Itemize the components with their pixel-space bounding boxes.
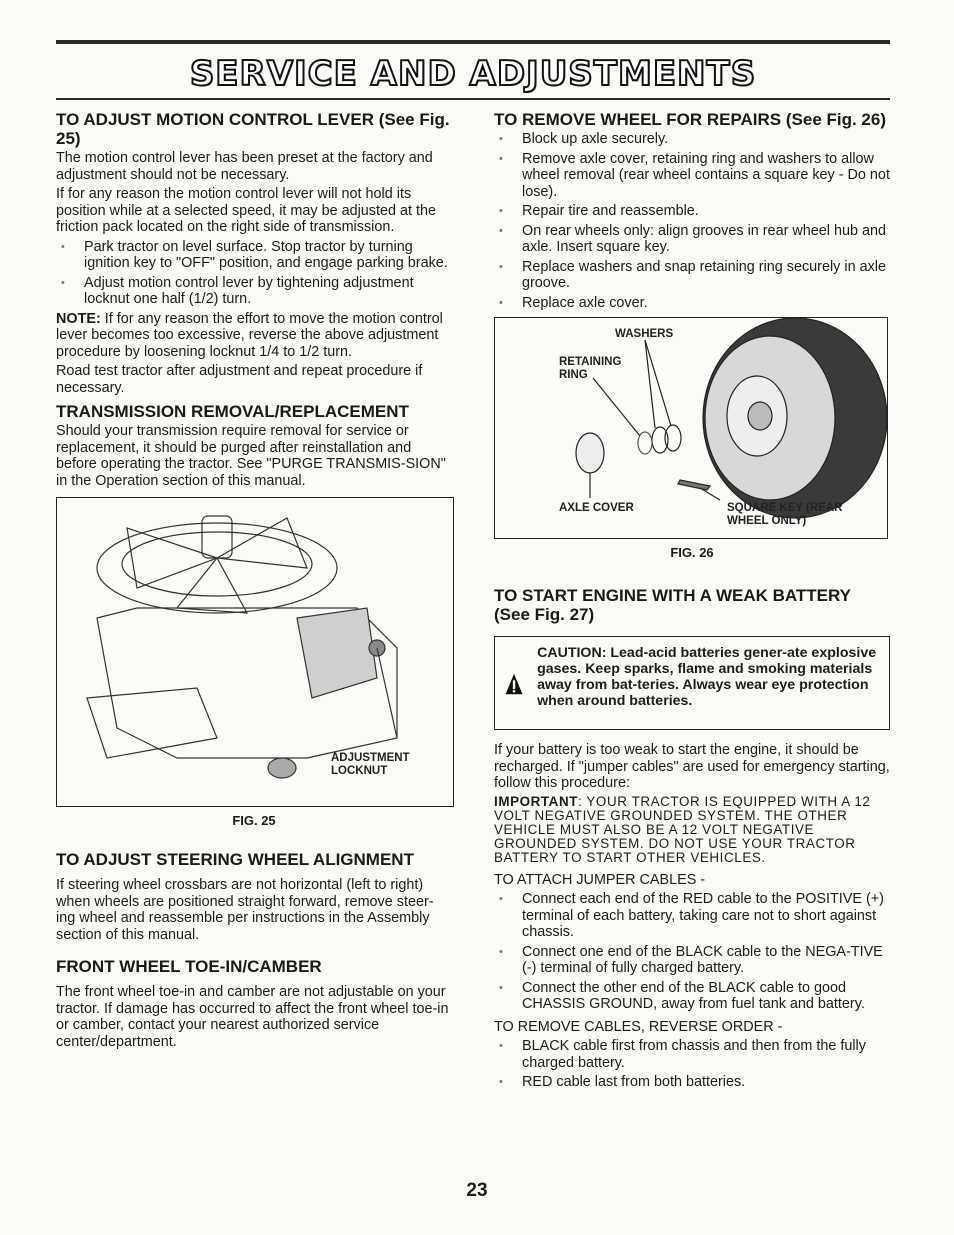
steering-section xyxy=(56,850,452,943)
motion-p2: If for any reason the motion control lever will not hold its position while at a selected speed, it may be adjusted at the friction pack located on the right side of transmission. xyxy=(56,186,436,235)
list-item: • BLACK cable first from chassis and then from the fully charged battery. xyxy=(494,1038,890,1071)
axle-housing xyxy=(87,688,217,758)
note-text: If for any reason the effort to move the motion control lever becomes too excessive, reverse the above adjustment procedure by loosening locknut 1/4 to 1/2 turn. xyxy=(56,310,443,360)
battery-p1: If your battery is too weak to start the engine, it should be recharged. If "jumper cables" are used for emergency starting, follow this procedure: xyxy=(494,742,890,791)
steering-heading: TO ADJUST STEERING WHEEL ALIGNMENT xyxy=(56,850,414,869)
list-item: • Replace axle cover. xyxy=(494,295,890,312)
list-item: • Connect one end of the BLACK cable to the NEGA-TIVE (-) terminal of fully charged battery. xyxy=(494,944,890,977)
motion-p1: The motion control lever has been preset at the factory and adjustment should not be necessary. xyxy=(56,150,433,183)
list-item: • Remove axle cover, retaining ring and washers to allow wheel removal (rear wheel contains a square key - Do not lose). xyxy=(494,151,890,201)
caution-box xyxy=(494,636,890,730)
list-item: • Block up axle securely. xyxy=(494,131,890,148)
list-item: • On rear wheels only: align grooves in rear wheel hub and axle. Insert square key. xyxy=(494,223,890,256)
list-item: • Replace washers and snap retaining ring securely in axle groove. xyxy=(494,259,890,292)
pulley-inner xyxy=(122,532,312,596)
left-column xyxy=(56,110,452,1053)
warning-icon xyxy=(505,645,523,723)
fig25-adjustment-locknut-label: ADJUSTMENT LOCKNUT xyxy=(331,752,410,777)
top-rule xyxy=(56,40,890,44)
list-item: • Adjust motion control lever by tightening adjustment locknut one half (1/2) turn. xyxy=(56,275,452,308)
fig26-caption: FIG. 26 xyxy=(670,545,714,560)
list-item: • RED cable last from both batteries. xyxy=(494,1074,890,1091)
fan-blade-2 xyxy=(217,518,307,568)
fig26-washers-label: WASHERS xyxy=(615,328,674,340)
washers-leader-1 xyxy=(645,340,655,428)
list-item: • Park tractor on level surface. Stop tractor by turning ignition key to "OFF" position, and engage parking brake. xyxy=(56,239,452,272)
remove-wheel-section xyxy=(494,110,890,311)
list-item: • Repair tire and reassemble. xyxy=(494,203,890,220)
axle-cover-shape xyxy=(576,433,604,473)
remove-wheel-steps xyxy=(494,131,890,311)
right-column xyxy=(494,110,890,1094)
fig26-square-key-label: SQUARE KEY (REAR WHEEL ONLY) xyxy=(727,502,843,527)
important-text: : YOUR TRACTOR IS EQUIPPED WITH A 12 VOLT NEGATIVE GROUNDED SYSTEM. THE OTHER VEHICLE MUST ALSO BE A 12 VOLT NEGATIVE GROUNDED SYSTEM. DO NOT USE YOUR TRACTOR BATTERY TO START OTHER VEHICLES. xyxy=(494,793,871,866)
square-key-leader xyxy=(700,488,720,500)
fig26-frame xyxy=(494,317,888,539)
motion-control-section xyxy=(56,110,452,396)
leader-line xyxy=(377,648,397,738)
fig26-retaining-ring-label: RETAINING RING xyxy=(559,356,622,381)
figure-25 xyxy=(56,497,452,828)
note-label: NOTE: xyxy=(56,310,101,327)
remove-wheel-heading: TO REMOVE WHEEL FOR REPAIRS (See Fig. 26) xyxy=(494,110,887,129)
remove-steps xyxy=(494,1038,890,1091)
hub-center xyxy=(748,402,772,430)
fig25-caption: FIG. 25 xyxy=(232,813,276,828)
transmission-section xyxy=(56,402,452,489)
list-item: • Connect each end of the RED cable to the POSITIVE (+) terminal of each battery, taking care not to short against chassis. xyxy=(494,891,890,941)
pulley xyxy=(97,523,337,613)
list-item: • Connect the other end of the BLACK cable to good CHASSIS GROUND, away from fuel tank and battery. xyxy=(494,980,890,1013)
page-number: 23 xyxy=(466,1180,488,1201)
fig26-axle-cover-label: AXLE COVER xyxy=(559,502,634,514)
motion-note xyxy=(56,311,452,361)
motion-heading: TO ADJUST MOTION CONTROL LEVER (See Fig. 25) xyxy=(56,110,450,148)
attach-steps xyxy=(494,891,890,1013)
bracket xyxy=(297,608,377,698)
important-label: IMPORTANT xyxy=(494,793,578,809)
motion-steps xyxy=(56,239,452,308)
steering-p1: If steering wheel crossbars are not horizontal (left to right) when wheels are positioned straight forward, remove steer-ing wheel and reassemble per instructions in the Assembly section of this manual. xyxy=(56,877,434,943)
lower-nut xyxy=(268,758,296,778)
motion-p3: Road test tractor after adjustment and repeat procedure if necessary. xyxy=(56,363,423,396)
ring-leader xyxy=(593,378,640,436)
transmission-heading: TRANSMISSION REMOVAL/REPLACEMENT xyxy=(56,402,409,421)
square-key-shape xyxy=(678,480,710,490)
weak-battery-heading: TO START ENGINE WITH A WEAK BATTERY (See Fig. 27) xyxy=(494,586,851,624)
caution-text: CAUTION: Lead-acid batteries gener-ate explosive gases. Keep sparks, flame and smoking materials away from bat-teries. Always wear eye protection when around batteries. xyxy=(537,645,877,709)
fan-blade-1 xyxy=(127,528,217,588)
attach-heading: TO ATTACH JUMPER CABLES - xyxy=(494,871,706,888)
fig25-frame xyxy=(56,497,454,807)
transmission-p1: Should your transmission require removal for service or replacement, it should be purged after reinstallation and before operating the tractor. See "PURGE TRANSMIS-SION" in the Operation section of this manual. xyxy=(56,423,446,489)
important-note xyxy=(494,795,890,866)
toe-in-heading: FRONT WHEEL TOE-IN/CAMBER xyxy=(56,957,322,976)
washers-leader-2 xyxy=(645,340,671,426)
toe-in-p1: The front wheel toe-in and camber are not adjustable on your tractor. If damage has occurred to affect the front wheel toe-in or camber, contact your nearest authorized service center/department. xyxy=(56,984,449,1050)
page-title: SERVICE AND ADJUSTMENTS xyxy=(189,54,757,94)
remove-heading: TO REMOVE CABLES, REVERSE ORDER - xyxy=(494,1018,783,1035)
fan-blade-3 xyxy=(177,558,247,613)
toe-in-section xyxy=(56,957,452,1050)
title-rule xyxy=(56,98,890,100)
figure-26 xyxy=(494,317,890,560)
weak-battery-section xyxy=(494,586,890,1091)
